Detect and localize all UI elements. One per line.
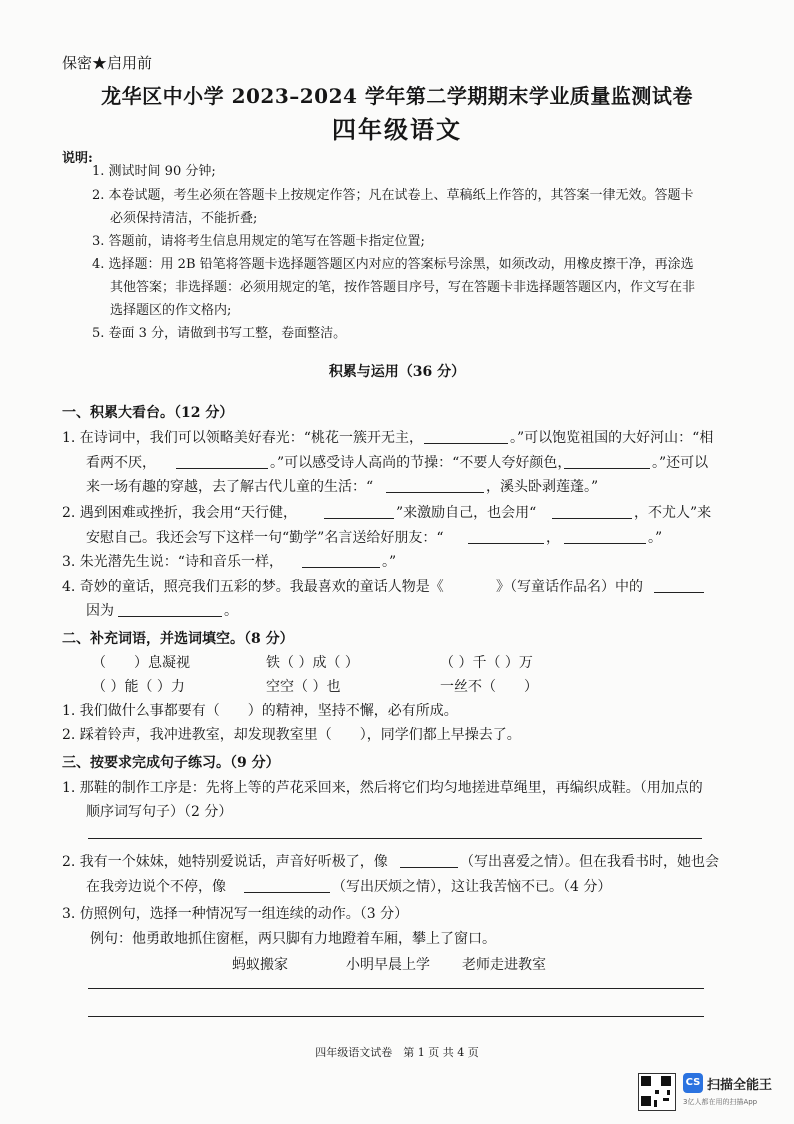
answer-blank[interactable] (118, 616, 222, 617)
idiom-item: 一丝不（ ） (440, 679, 538, 695)
note-item: 其他答案；非选择题：必须用规定的笔，按作答题目序号，写在答题卡非选择题答题区内，作文写在非 (110, 280, 696, 295)
answer-blank[interactable] (386, 492, 484, 493)
exam-title: 龙华区中小学 2023–2024 学年第二学期期末学业质量监测试卷 (101, 84, 693, 108)
q1-line2-b: 。”可以感受诗人高尚的节操：“不要人夸好颜色， (270, 455, 572, 471)
part3-q2-line1-b: （写出喜爱之情）。但在我看书时，她也会 (460, 854, 719, 870)
answer-blank[interactable] (324, 518, 394, 519)
answer-blank[interactable] (176, 468, 268, 469)
qr-code-icon (638, 1073, 676, 1111)
part3-q1-line1: 1. 那鞋的制作工序是：先将上等的芦花采回来，然后将它们均匀地搓进草绳里，再编织成鞋。（用加点的 (62, 780, 703, 796)
option-item: 蚂蚁搬家 (232, 957, 288, 973)
part3-q2-line2-b: （写出厌烦之情），这让我苦恼不已。（4 分） (332, 879, 612, 895)
q2-line2-b: ， (546, 530, 560, 546)
answer-blank[interactable] (400, 867, 458, 868)
writing-line[interactable] (88, 838, 702, 839)
note-item: 1. 测试时间 90 分钟; (92, 164, 216, 179)
q4-line2-b: 。 (224, 603, 238, 619)
part3-q3-line1: 3. 仿照例句，选择一种情况写一组连续的动作。（3 分） (62, 906, 409, 922)
q4-line1-b: 》（写童话作品名）中的 (496, 579, 643, 595)
note-item: 5. 卷面 3 分，请做到书写工整，卷面整洁。 (92, 326, 347, 341)
page-footer: 四年级语文试卷 第 1 页 共 4 页 (315, 1046, 479, 1059)
part3-q2-line1-a: 2. 我有一个妹妹，她特别爱说话，声音好听极了，像 (62, 854, 388, 870)
camscanner-logo-icon: CS (683, 1073, 703, 1093)
q1-line3-b: ，溪头卧剥莲蓬。” (486, 479, 599, 495)
answer-blank[interactable] (302, 567, 380, 568)
idiom-item: （ ）能（ ）力 (92, 679, 185, 695)
answer-blank[interactable] (468, 543, 544, 544)
part3-q1-line2: 顺序词写句子）（2 分） (86, 804, 233, 820)
writing-line[interactable] (88, 988, 704, 989)
part2-heading: 二、补充词语，并选词填空。（8 分） (62, 631, 294, 647)
q2-line2-c: 。” (648, 530, 663, 546)
section-title: 积累与运用（36 分） (328, 364, 466, 380)
q4-line2-a: 因为 (86, 603, 114, 619)
q2-line1-a: 2. 遇到困难或挫折，我会用“天行健， (62, 505, 297, 521)
q2-line1-c: ，不尤人”来 (634, 505, 712, 521)
part3-q2-line2-a: 在我旁边说个不停，像 (86, 879, 226, 895)
scanner-tagline: 3亿人都在用的扫描App (683, 1098, 758, 1106)
answer-blank[interactable] (564, 468, 650, 469)
q4-line1-a: 4. 奇妙的童话，照亮我们五彩的梦。我最喜欢的童话人物是《 (62, 579, 444, 595)
q3-a: 3. 朱光潜先生说：“诗和音乐一样， (62, 554, 283, 570)
idiom-item: （ ）千（ ）万 (440, 655, 533, 671)
answer-blank[interactable] (654, 592, 704, 593)
answer-blank[interactable] (564, 543, 646, 544)
note-item: 选择题区的作文格内; (110, 303, 232, 318)
answer-blank[interactable] (244, 892, 330, 893)
q1-line2-c: 。”还可以 (652, 455, 709, 471)
writing-line[interactable] (88, 1016, 704, 1017)
part3-q3-example: 例句：他勇敢地抓住窗框，两只脚有力地蹬着车厢，攀上了窗口。 (90, 931, 496, 947)
idiom-item: 铁（ ）成（ ） (266, 655, 359, 671)
q2-line1-b: ”来激励自己，也会用“ (396, 505, 537, 521)
option-item: 老师走进教室 (462, 957, 546, 973)
scanner-app-name: 扫描全能王 (707, 1078, 773, 1093)
part2-q1: 1. 我们做什么事都要有（ ）的精神，坚持不懈，必有所成。 (62, 703, 458, 719)
q3-b: 。” (382, 554, 397, 570)
notes-label: 说明: (62, 151, 93, 166)
q1-line3-a: 来一场有趣的穿越，去了解古代儿童的生活：“ (86, 479, 374, 495)
q1-line2-a: 看两不厌， (86, 455, 156, 471)
option-item: 小明早晨上学 (346, 957, 430, 973)
exam-subject: 四年级语文 (332, 115, 462, 144)
note-item: 3. 答题前，请将考生信息用规定的笔写在答题卡指定位置; (92, 234, 425, 249)
part1-heading: 一、积累大看台。（12 分） (62, 405, 234, 421)
q1-line1-b: 。”可以饱览祖国的大好河山：“相 (510, 430, 714, 446)
confidential-mark: 保密★启用前 (62, 54, 153, 72)
idiom-item: （ ）息凝视 (92, 655, 190, 671)
q1-line1-a: 1. 在诗词中，我们可以领略美好春光：“桃花一簇开无主， (62, 430, 423, 446)
part2-q2: 2. 踩着铃声，我冲进教室，却发现教室里（ ），同学们都上早操去了。 (62, 727, 521, 743)
note-item: 必须保持清洁，不能折叠; (110, 211, 258, 226)
answer-blank[interactable] (552, 518, 632, 519)
q2-line2-a: 安慰自己。我还会写下这样一句“勤学”名言送给好朋友：“ (86, 530, 444, 546)
idiom-item: 空空（ ）也 (266, 679, 341, 695)
part3-heading: 三、按要求完成句子练习。（9 分） (62, 755, 280, 771)
answer-blank[interactable] (424, 443, 508, 444)
note-item: 2. 本卷试题，考生必须在答题卡上按规定作答；凡在试卷上、草稿纸上作答的，其答案一律无效。答题卡 (92, 188, 694, 203)
note-item: 4. 选择题：用 2B 铅笔将答题卡选择题答题区内对应的答案标号涂黑，如须改动，用橡皮擦干净，再涂选 (92, 257, 694, 272)
